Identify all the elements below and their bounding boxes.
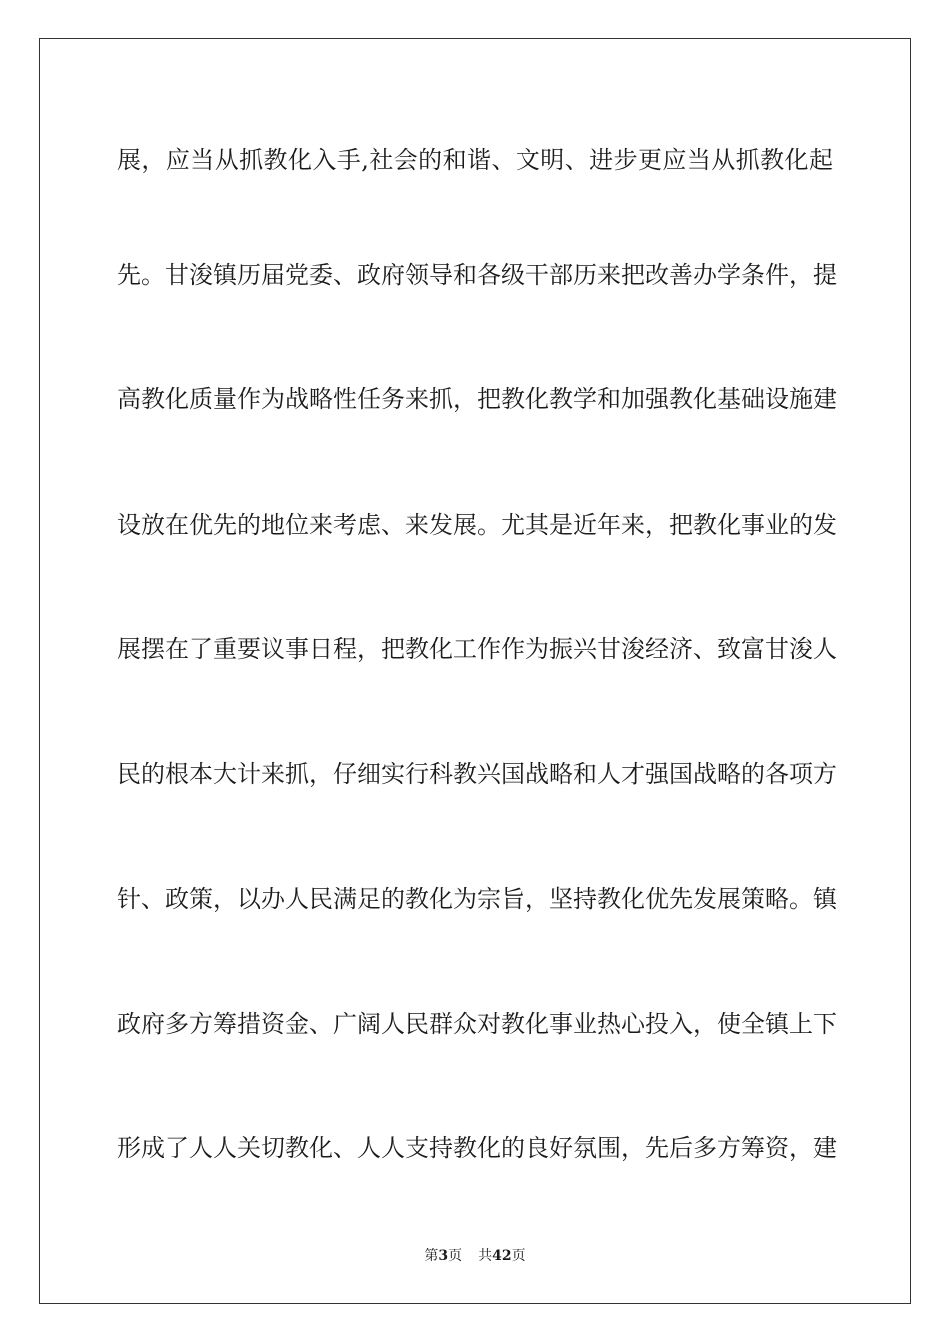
body-text-line-2: 先。甘浚镇历届党委、政府领导和各级干部历来把改善办学条件，提	[117, 261, 837, 289]
body-text-line-1: 展，应当从抓教化入手,社会的和谐、文明、进步更应当从抓教化起	[117, 146, 833, 174]
footer-page-prefix: 第	[424, 1248, 439, 1264]
body-text-line-7: 针、政策，以办人民满足的教化为宗旨，坚持教化优先发展策略。镇	[117, 885, 837, 913]
footer-total-suffix: 页	[511, 1248, 526, 1264]
body-text-line-4: 设放在优先的地位来考虑、来发展。尤其是近年来，把教化事业的发	[117, 511, 837, 539]
body-text-line-8: 政府多方筹措资金、广阔人民群众对教化事业热心投入，使全镇上下	[117, 1010, 837, 1038]
footer-total-prefix: 共	[478, 1248, 493, 1264]
body-text-line-9: 形成了人人关切教化、人人支持教化的良好氛围，先后多方筹资，建	[117, 1134, 837, 1162]
body-text-line-5: 展摆在了重要议事日程，把教化工作作为振兴甘浚经济、致富甘浚人	[117, 635, 837, 663]
body-text-line-6: 民的根本大计来抓，仔细实行科教兴国战略和人才强国战略的各项方	[117, 760, 837, 788]
page-border	[39, 38, 911, 1304]
footer-page-suffix: 页	[448, 1248, 463, 1264]
body-text-line-3: 高教化质量作为战略性任务来抓，把教化教学和加强教化基础设施建	[117, 385, 837, 413]
page-footer	[0, 1247, 950, 1265]
footer-page-number: 3	[438, 1248, 449, 1264]
footer-total-pages: 42	[492, 1248, 512, 1264]
